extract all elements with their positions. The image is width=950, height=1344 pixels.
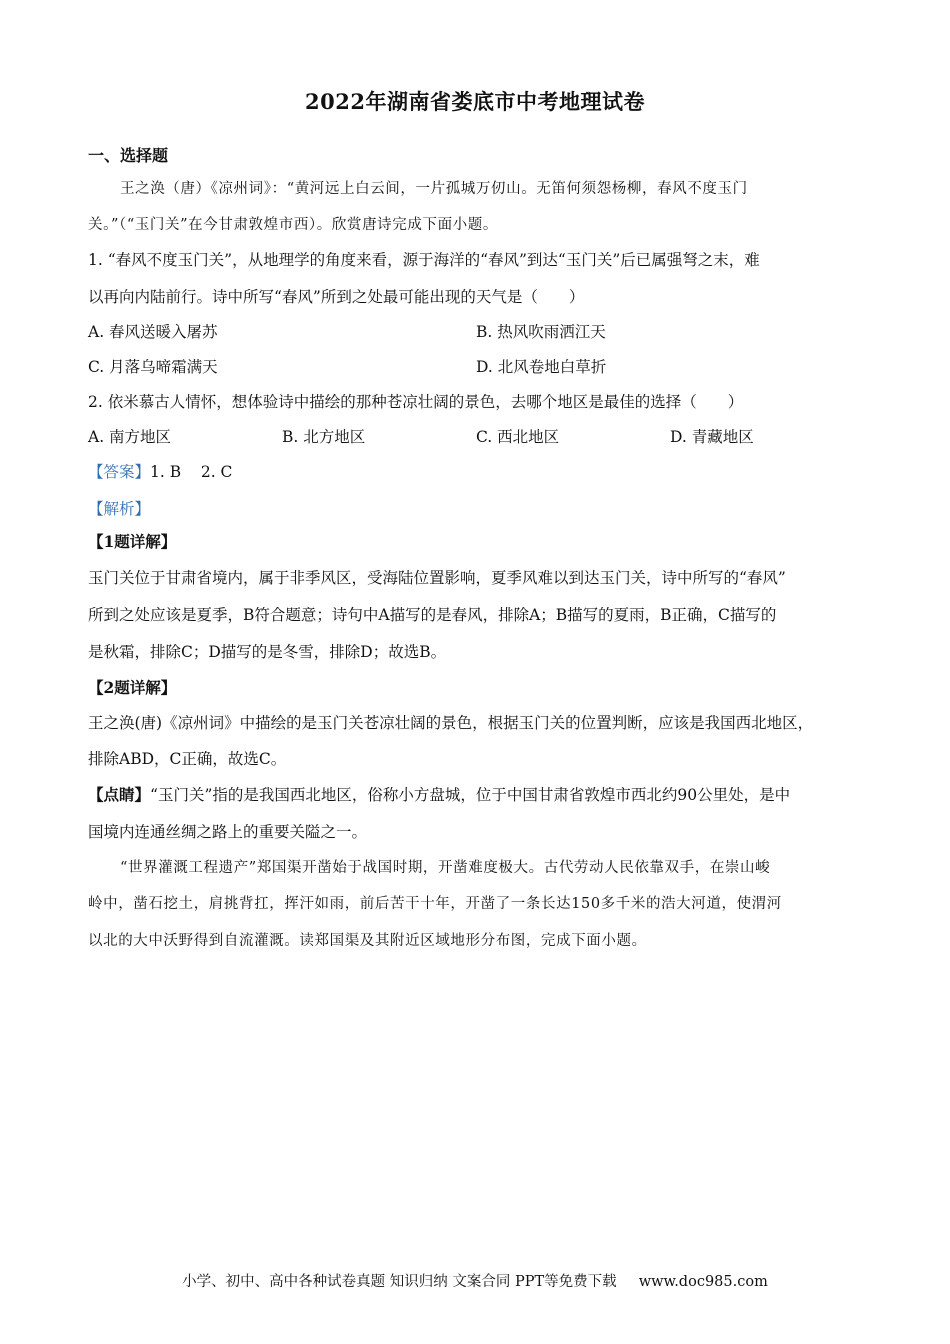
detail2-line1: 王之涣(唐)《凉州词》中描绘的是玉门关苍凉壮阔的景色，根据玉门关的位置判断，应该是我国西北地区， xyxy=(88,714,814,732)
q1-option-d: D. 北风卷地白草折 xyxy=(476,358,607,376)
detail1-line2: 所到之处应该是夏季，B符合题意；诗句中A描写的是春风，排除A；B描写的夏雨，B正确，C描写的 xyxy=(88,606,777,624)
answer-text: 1. B 2. C xyxy=(150,463,233,481)
q1-option-a: A. 春风送暖入屠苏 xyxy=(88,323,218,341)
section-title: 一、选择题 xyxy=(88,146,169,165)
q2-option-d: D. 青藏地区 xyxy=(670,428,754,446)
detail2-line2: 排除ABD，C正确，故选C。 xyxy=(88,750,287,768)
q2-option-a: A. 南方地区 xyxy=(88,428,172,446)
q2-option-c: C. 西北地区 xyxy=(476,428,560,446)
page-footer xyxy=(0,1270,950,1291)
page-title: 2022年湖南省娄底市中考地理试卷 xyxy=(305,89,645,114)
passage2-line3: 以北的大中沃野得到自流灌溉。读郑国渠及其附近区域地形分布图，完成下面小题。 xyxy=(88,933,647,949)
note-line1 xyxy=(88,783,790,805)
q1-stem-line1: 1. “春风不度玉门关”，从地理学的角度来看，源于海洋的“春风”到达“玉门关”后已属强弩之末，难 xyxy=(88,251,760,269)
q1-stem-line2: 以再向内陆前行。诗中所写“春风”所到之处最可能出现的天气是（ ） xyxy=(88,288,585,306)
passage2-line1: “世界灌溉工程遗产”郑国渠开凿始于战国时期，开凿难度极大。古代劳动人民依靠双手，在崇山峻 xyxy=(120,860,771,876)
passage1-line1: 王之涣（唐）《凉州词》：“黄河远上白云间，一片孤城万仞山。无笛何须怨杨柳，春风不度玉门 xyxy=(120,181,748,197)
passage1-line2: 关。”（“玉门关”在今甘肃敦煌市西）。欣赏唐诗完成下面小题。 xyxy=(88,217,498,233)
detail2-label: 【2题详解】 xyxy=(88,678,177,697)
footer-site-link[interactable]: www.doc985.com xyxy=(638,1274,768,1290)
answer-label: 【答案】 xyxy=(88,463,151,481)
detail1-label: 【1题详解】 xyxy=(88,532,177,551)
q2-stem: 2. 依米慕古人情怀，想体验诗中描绘的那种苍凉壮阔的景色，去哪个地区是最佳的选择（ ） xyxy=(88,393,744,411)
detail1-line3: 是秋霜，排除C；D描写的是冬雪，排除D；故选B。 xyxy=(88,643,447,661)
detail1-line1: 玉门关位于甘肃省境内，属于非季风区，受海陆位置影响，夏季风难以到达玉门关，诗中所写的“春风” xyxy=(88,569,786,587)
analysis-label: 【解析】 xyxy=(88,500,151,518)
q1-option-b: B. 热风吹雨洒江天 xyxy=(476,323,606,341)
note-text: “玉门关”指的是我国西北地区，俗称小方盘城，位于中国甘肃省敦煌市西北约90公里处，是中 xyxy=(150,786,791,804)
answer-line xyxy=(88,460,232,482)
footer-text: 小学、初中、高中各种试卷真题 知识归纳 文案合同 PPT等免费下载 xyxy=(182,1274,617,1290)
q2-option-b: B. 北方地区 xyxy=(282,428,366,446)
passage2-line2: 岭中，凿石挖土，肩挑背扛，挥汗如雨，前后苦干十年，开凿了一条长达150多千米的浩大河道，使渭河 xyxy=(88,896,782,912)
q1-option-c: C. 月落乌啼霜满天 xyxy=(88,358,218,376)
note-label: 【点睛】 xyxy=(88,785,151,804)
note-line2: 国境内连通丝绸之路上的重要关隘之一。 xyxy=(88,823,368,841)
